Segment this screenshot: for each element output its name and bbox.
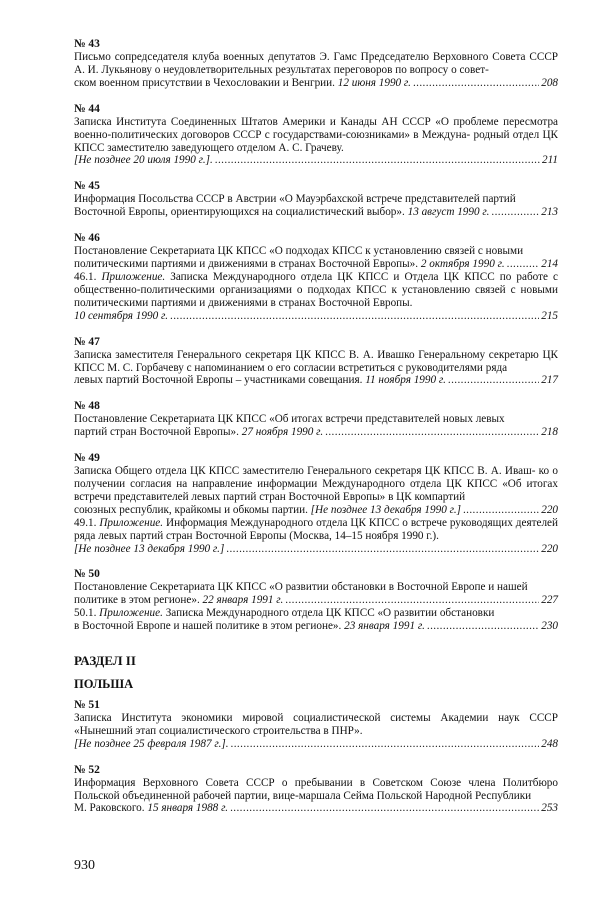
entry-last-line <box>74 206 558 219</box>
annex-date: [Не позднее 13 декабря 1990 г.] <box>74 542 225 555</box>
annex-last-line <box>74 543 558 556</box>
annex-number: 50.1. <box>74 607 100 620</box>
annex-number: 46.1. <box>74 270 102 283</box>
annex-label: Приложение. <box>101 270 166 283</box>
entry-date: 12 июня 1990 г. <box>337 76 411 89</box>
entry-text-end: М. Раковского. <box>74 802 148 815</box>
entry-date: [Не позднее 25 февраля 1987 г.]. <box>74 737 229 750</box>
dot-leader <box>170 310 539 323</box>
entry-number: № 51 <box>74 698 100 711</box>
entry-date: 2 октября 1990 г. <box>420 258 505 271</box>
entry-text: Письмо сопредседателя клуба военных депутатов Э. Гамс Председателю Верховного Совета СССР А. И. Лукьянову о неудовлетворительных результатах переговоров по вопросу о совет- <box>74 51 558 76</box>
entry-text: Записка Общего отдела ЦК КПСС заместителю Генерального секретаря ЦК КПСС В. А. Иваш- ко о получении согласия на направление информации Международного отдела ЦК КПСС «Об итогах встречи представителей левых партий стран Восточной Европы» в ЦК компартий <box>74 465 558 503</box>
entry-number: № 47 <box>74 335 100 348</box>
entry-text-end: левых партий Восточной Европы – участниками совещания. <box>74 374 366 387</box>
entry-last-line <box>74 374 558 387</box>
page-ref: 211 <box>542 154 558 167</box>
entry-last-line <box>74 802 558 815</box>
page-ref: 215 <box>541 309 558 322</box>
entry-text: Постановление Секретариата ЦК КПСС «О подходах КПСС к установлению связей с новыми <box>74 245 524 258</box>
annex-body: Записка Международного отдела ЦК КПСС «О развитии обстановки <box>162 607 495 620</box>
entry-number: № 45 <box>74 180 100 193</box>
subsection-heading: ПОЛЬША <box>74 677 134 691</box>
toc-entry-47 <box>74 336 558 388</box>
dot-leader <box>491 206 539 219</box>
entry-last-line <box>74 504 558 517</box>
entry-text: Записка заместителя Генерального секретаря ЦК КПСС В. А. Ивашко Генеральному секретарю ЦК КПСС М. С. Горбачеву с напоминанием о его согласии встретиться с руководителями ряда <box>74 348 558 374</box>
toc-entry-44 <box>74 103 558 168</box>
entry-last-line <box>74 154 558 167</box>
entry-number: № 49 <box>74 452 100 465</box>
toc-entry-46 <box>74 232 558 322</box>
entry-text: Постановление Секретариата ЦК КПСС «О развитии обстановки в Восточной Европе и нашей <box>74 581 528 594</box>
dot-leader <box>463 504 539 517</box>
entry-text-end: партий стран Восточной Европы». <box>74 426 242 439</box>
entry-text: Информация Посольства СССР в Австрии «О Мауэрбахской встрече представителей партий <box>74 193 516 206</box>
toc-entry-51 <box>74 699 558 751</box>
entry-number: № 52 <box>74 763 100 776</box>
page-ref: 230 <box>541 620 558 633</box>
entry-last-line <box>74 77 558 90</box>
annex-text <box>74 607 558 620</box>
dot-leader <box>507 258 540 271</box>
toc-entry-50 <box>74 568 558 633</box>
entry-date: 11 ноября 1990 г. <box>365 374 446 387</box>
toc-entry-49 <box>74 452 558 555</box>
annex-label: Приложение. <box>99 607 163 620</box>
page-ref: 220 <box>541 503 558 516</box>
dot-leader <box>448 374 539 387</box>
annex-label: Приложение. <box>99 516 164 529</box>
page-ref: 227 <box>541 594 558 607</box>
entry-last-line <box>74 594 558 607</box>
dot-leader <box>226 543 539 556</box>
annex-text <box>74 271 558 310</box>
dot-leader <box>230 802 539 815</box>
entry-text: Постановление Секретариата ЦК КПСС «Об итогах встречи представителей новых левых <box>74 413 505 426</box>
annex-text-end: в Восточной Европе и нашей политике в этом регионе». <box>74 620 345 633</box>
page-ref: 214 <box>541 258 558 271</box>
page-ref: 253 <box>541 802 558 815</box>
entry-text: Записка Института экономики мировой социалистической системы Академии наук СССР «Нынешний этап социалистического строительства в ПНР». <box>74 711 558 737</box>
annex-text <box>74 517 558 543</box>
entry-number: № 43 <box>74 38 100 50</box>
dot-leader <box>325 426 539 439</box>
table-of-contents <box>74 38 558 828</box>
entry-text: Записка Института Соединенных Штатов Америки и Канады АН СССР «О проблеме пересмотра военно-политических договоров СССР с государствами-союзниками» в Междуна- родный отдел ЦК КПСС заместителю заведующего отделом А. С. Грачеву. <box>74 115 558 154</box>
entry-date: 22 января 1991 г. <box>202 594 284 607</box>
dot-leader <box>413 77 539 90</box>
annex-last-line <box>74 620 558 633</box>
entry-number: № 48 <box>74 400 100 413</box>
entry-text-end: ском военном присутствии в Чехословакии и Венгрии. <box>74 76 338 89</box>
annex-date: 23 января 1991 г. <box>344 620 425 633</box>
annex-date: 10 сентября 1990 г. <box>74 309 168 322</box>
entry-number: № 46 <box>74 232 100 245</box>
entry-text-end: политике в этом регионе». <box>74 594 203 607</box>
entry-last-line <box>74 426 558 439</box>
entry-date: 13 август 1990 г. <box>407 206 490 219</box>
toc-entry-48 <box>74 400 558 439</box>
dot-leader <box>427 620 539 633</box>
annex-body: Записка Международного отдела ЦК КПСС и Отдела ЦК КПСС по работе с общественно-политическими организациями о подходах КПСС к установлению связей с новыми политическими партиями и движениями в странах Восточной Европы. <box>74 270 558 309</box>
entry-number: № 44 <box>74 102 100 115</box>
annex-number: 49.1. <box>74 516 100 529</box>
toc-entry-45 <box>74 180 558 219</box>
entry-date: [Не позднее 20 июля 1990 г.]. <box>74 154 213 167</box>
annex-body: Информация Международного отдела ЦК КПСС о встрече руководящих деятелей ряда левых партий стран Восточной Европы (Москва, 14–15 ноября 1990 г.). <box>74 516 559 542</box>
entry-last-line <box>74 258 558 271</box>
entry-number: № 50 <box>74 568 100 581</box>
toc-entry-52 <box>74 764 558 816</box>
entry-date: 15 января 1988 г. <box>147 802 229 815</box>
toc-entry-43 <box>74 38 558 90</box>
entry-last-line <box>74 738 558 751</box>
dot-leader <box>231 738 540 751</box>
entry-text: Информация Верховного Совета СССР о пребывании в Советском Союзе члена Политбюро Польской объединенной рабочей партии, вице-маршала Сейма Польской Народной Республики <box>74 776 558 802</box>
dot-leader <box>285 594 539 607</box>
annex-last-line <box>74 310 558 323</box>
entry-date: [Не позднее 13 декабря 1990 г.] <box>310 503 461 516</box>
page-ref: 220 <box>541 542 558 555</box>
entry-text-end: союзных республик, крайкомы и обкомы партии. <box>74 503 311 516</box>
entry-text-end: Восточной Европы, ориентирующихся на социалистический выбор». <box>74 206 408 219</box>
entry-text-end: политическими партиями и движениями в странах Восточной Европы». <box>74 258 421 271</box>
section-heading: РАЗДЕЛ II <box>74 653 136 669</box>
dot-leader <box>215 154 540 167</box>
page-ref: 248 <box>541 737 558 750</box>
page-ref: 208 <box>541 76 558 89</box>
page-ref: 218 <box>541 426 558 439</box>
page-ref: 213 <box>541 206 558 219</box>
page-number: 930 <box>74 858 95 873</box>
entry-date: 27 ноября 1990 г. <box>241 426 324 439</box>
page-ref: 217 <box>541 374 558 387</box>
